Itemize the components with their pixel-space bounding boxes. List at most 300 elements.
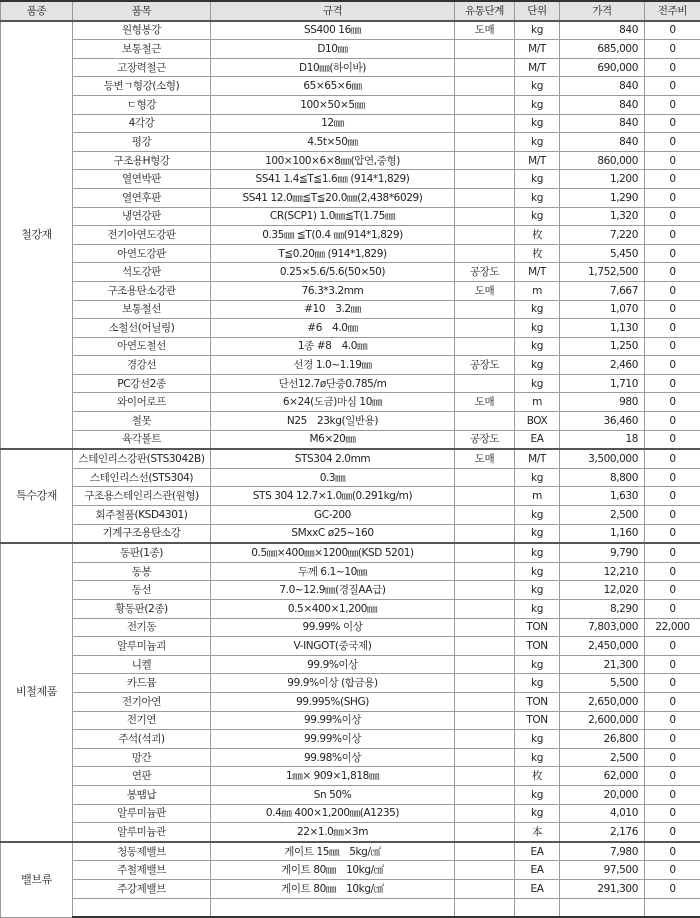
weekly-change-cell: 0 [645,40,700,59]
price-cell: 3,500,000 [560,449,645,468]
item-cell: 육각볼트 [73,430,211,449]
price-cell: 1,630 [560,487,645,506]
spec-cell [211,898,455,917]
spec-cell: 76.3*3.2mm [211,281,455,300]
header-weekly-change: 전주비 [645,1,700,21]
distribution-cell [455,785,515,804]
price-cell: 2,450,000 [560,637,645,656]
distribution-cell [455,300,515,319]
table-row [1,244,700,263]
price-cell: 2,500 [560,748,645,767]
spec-cell: 0.5㎜×400㎜×1200㎜(KSD 5201) [211,543,455,562]
unit-cell: m [515,393,560,412]
table-row [1,600,700,619]
spec-cell: SS400 16㎜ [211,21,455,40]
distribution-cell: 도매 [455,281,515,300]
item-cell: 아연도강판 [73,244,211,263]
weekly-change-cell: 0 [645,337,700,356]
weekly-change-cell: 0 [645,804,700,823]
table-row [1,842,700,861]
weekly-change-cell: 0 [645,823,700,842]
price-cell: 4,010 [560,804,645,823]
table-body [1,21,700,918]
price-cell [560,898,645,917]
price-cell: 7,803,000 [560,618,645,637]
unit-cell: kg [515,170,560,189]
price-cell: 1,130 [560,319,645,338]
spec-cell: 0.3㎜ [211,468,455,487]
table-row [1,226,700,245]
price-cell: 18 [560,430,645,449]
unit-cell: m [515,281,560,300]
unit-cell: kg [515,337,560,356]
spec-cell: 0.25×5.6/5.6(50×50) [211,263,455,282]
unit-cell: 枚 [515,767,560,786]
item-cell: 동봉 [73,562,211,581]
weekly-change-cell: 0 [645,730,700,749]
item-cell: 카드뮴 [73,674,211,693]
item-cell: 회주철품(KSD4301) [73,506,211,525]
spec-cell: D10㎜(하이바) [211,58,455,77]
distribution-cell [455,879,515,898]
distribution-cell [455,655,515,674]
distribution-cell: 도매 [455,393,515,412]
item-cell: 황동판(2종) [73,600,211,619]
spec-cell: 99.98%이상 [211,748,455,767]
unit-cell: kg [515,748,560,767]
unit-cell: 本 [515,823,560,842]
category-cell: 특수강재 [1,449,73,543]
spec-cell: 게이트 15㎜ 5kg/㎠ [211,842,455,861]
table-header [1,1,700,21]
distribution-cell [455,823,515,842]
spec-cell: M6×20㎜ [211,430,455,449]
distribution-cell [455,600,515,619]
table-row [1,449,700,468]
price-cell: 1,290 [560,188,645,207]
unit-cell: kg [515,562,560,581]
weekly-change-cell: 0 [645,300,700,319]
table-row [1,785,700,804]
spec-cell: 99.9%이상 [211,655,455,674]
distribution-cell [455,543,515,562]
unit-cell: kg [515,188,560,207]
distribution-cell [455,674,515,693]
unit-cell: kg [515,581,560,600]
distribution-cell [455,804,515,823]
weekly-change-cell: 0 [645,767,700,786]
weekly-change-cell: 0 [645,692,700,711]
table-row [1,393,700,412]
header-distribution: 유통단계 [455,1,515,21]
item-cell: 전기연 [73,711,211,730]
distribution-cell [455,207,515,226]
unit-cell: kg [515,356,560,375]
distribution-cell [455,244,515,263]
table-row [1,58,700,77]
unit-cell: kg [515,319,560,338]
spec-cell: 65×65×6㎜ [211,77,455,96]
weekly-change-cell: 0 [645,77,700,96]
price-cell: 860,000 [560,151,645,170]
price-cell: 840 [560,77,645,96]
unit-cell: M/T [515,58,560,77]
unit-cell: kg [515,300,560,319]
price-cell: 1,320 [560,207,645,226]
unit-cell [515,898,560,917]
table-row [1,337,700,356]
category-cell: 철강재 [1,21,73,450]
weekly-change-cell: 0 [645,133,700,152]
spec-cell: GC-200 [211,506,455,525]
weekly-change-cell: 0 [645,58,700,77]
price-cell: 1,070 [560,300,645,319]
unit-cell: kg [515,543,560,562]
spec-cell: 100×100×6×8㎜(압연,중형) [211,151,455,170]
table-row [1,21,700,40]
table-row [1,300,700,319]
distribution-cell [455,692,515,711]
item-cell: 니켈 [73,655,211,674]
unit-cell: kg [515,804,560,823]
price-cell: 1,710 [560,374,645,393]
table-row [1,356,700,375]
spec-cell: 게이트 80㎜ 10kg/㎠ [211,861,455,880]
distribution-cell [455,40,515,59]
item-cell [73,898,211,917]
distribution-cell [455,711,515,730]
spec-cell: D10㎜ [211,40,455,59]
table-row [1,40,700,59]
weekly-change-cell: 0 [645,655,700,674]
price-cell: 5,500 [560,674,645,693]
item-cell: 알루미늄괴 [73,637,211,656]
item-cell: 알루미늄판 [73,804,211,823]
item-cell: 냉연강판 [73,207,211,226]
spec-cell: #6 4.0㎜ [211,319,455,338]
unit-cell: TON [515,618,560,637]
weekly-change-cell: 0 [645,226,700,245]
distribution-cell [455,374,515,393]
unit-cell: kg [515,207,560,226]
spec-cell: T≦0.20㎜ (914*1,829) [211,244,455,263]
price-cell: 7,980 [560,842,645,861]
item-cell: 보통철선 [73,300,211,319]
price-cell: 2,176 [560,823,645,842]
unit-cell: kg [515,785,560,804]
price-cell: 12,020 [560,581,645,600]
table-row [1,281,700,300]
unit-cell: m [515,487,560,506]
weekly-change-cell: 0 [645,785,700,804]
unit-cell: M/T [515,263,560,282]
unit-cell: kg [515,524,560,543]
unit-cell: M/T [515,40,560,59]
category-cell: 비철제품 [1,543,73,842]
unit-cell: TON [515,692,560,711]
spec-cell: 6×24(도금)마심 10㎜ [211,393,455,412]
weekly-change-cell: 0 [645,524,700,543]
spec-cell: STS 304 12.7×1.0㎜(0.291kg/m) [211,487,455,506]
spec-cell: 게이트 80㎜ 10kg/㎠ [211,879,455,898]
distribution-cell [455,337,515,356]
unit-cell: EA [515,842,560,861]
weekly-change-cell: 0 [645,170,700,189]
item-cell: 망간 [73,748,211,767]
table-row [1,263,700,282]
spec-cell: 두께 6.1~10㎜ [211,562,455,581]
distribution-cell [455,58,515,77]
distribution-cell [455,562,515,581]
weekly-change-cell: 0 [645,374,700,393]
distribution-cell: 공장도 [455,430,515,449]
item-cell: 구조용스테인리스관(원형) [73,487,211,506]
unit-cell: kg [515,133,560,152]
table-row [1,692,700,711]
weekly-change-cell: 0 [645,319,700,338]
spec-cell: 0.4㎜ 400×1,200㎜(A1235) [211,804,455,823]
item-cell: 스테인리스강판(STS3042B) [73,449,211,468]
item-cell: 청동제밸브 [73,842,211,861]
distribution-cell [455,506,515,525]
distribution-cell [455,842,515,861]
distribution-cell: 공장도 [455,356,515,375]
weekly-change-cell: 0 [645,861,700,880]
table-row [1,581,700,600]
weekly-change-cell: 0 [645,95,700,114]
item-cell: 기계구조용탄소강 [73,524,211,543]
spec-cell: 1㎜× 909×1,818㎜ [211,767,455,786]
table-row [1,562,700,581]
distribution-cell [455,188,515,207]
spec-cell: 99.99% 이상 [211,618,455,637]
spec-cell: 12㎜ [211,114,455,133]
distribution-cell [455,898,515,917]
item-cell: 동선 [73,581,211,600]
table-row [1,524,700,543]
weekly-change-cell: 0 [645,487,700,506]
header-price: 가격 [560,1,645,21]
unit-cell: kg [515,77,560,96]
distribution-cell [455,730,515,749]
weekly-change-cell: 0 [645,711,700,730]
item-cell: 소철선(어닐링) [73,319,211,338]
weekly-change-cell: 0 [645,188,700,207]
weekly-change-cell: 0 [645,207,700,226]
table-row [1,133,700,152]
table-row [1,655,700,674]
price-cell: 36,460 [560,412,645,431]
weekly-change-cell [645,898,700,917]
item-cell: 원형봉강 [73,21,211,40]
spec-cell: #10 3.2㎜ [211,300,455,319]
weekly-change-cell: 0 [645,430,700,449]
price-cell: 9,790 [560,543,645,562]
distribution-cell [455,95,515,114]
weekly-change-cell: 0 [645,879,700,898]
distribution-cell [455,412,515,431]
weekly-change-cell: 0 [645,281,700,300]
price-cell: 1,752,500 [560,263,645,282]
item-cell: 구조용탄소강관 [73,281,211,300]
distribution-cell [455,618,515,637]
weekly-change-cell: 0 [645,393,700,412]
unit-cell: BOX [515,412,560,431]
unit-cell: kg [515,468,560,487]
item-cell: 등변ㄱ형강(소형) [73,77,211,96]
weekly-change-cell: 0 [645,748,700,767]
unit-cell: M/T [515,449,560,468]
distribution-cell [455,487,515,506]
table-row [1,879,700,898]
weekly-change-cell: 0 [645,468,700,487]
unit-cell: EA [515,879,560,898]
unit-cell: kg [515,730,560,749]
unit-cell: kg [515,95,560,114]
item-cell: PC강선2종 [73,374,211,393]
distribution-cell [455,861,515,880]
weekly-change-cell: 0 [645,581,700,600]
weekly-change-cell: 0 [645,543,700,562]
weekly-change-cell: 0 [645,114,700,133]
price-cell: 840 [560,95,645,114]
item-cell: 스테인리스선(STS304) [73,468,211,487]
item-cell: 열연후판 [73,188,211,207]
price-cell: 62,000 [560,767,645,786]
price-cell: 7,667 [560,281,645,300]
table-row [1,468,700,487]
distribution-cell [455,637,515,656]
item-cell: 석도강판 [73,263,211,282]
price-cell: 2,500 [560,506,645,525]
spec-cell: 선경 1.0~1.19㎜ [211,356,455,375]
item-cell: ㄷ형강 [73,95,211,114]
table-row [1,861,700,880]
price-cell: 7,220 [560,226,645,245]
table-row [1,374,700,393]
weekly-change-cell: 0 [645,412,700,431]
item-cell: 고장력철근 [73,58,211,77]
item-cell: 평강 [73,133,211,152]
weekly-change-cell: 0 [645,449,700,468]
table-row [1,823,700,842]
distribution-cell [455,114,515,133]
table-row [1,637,700,656]
distribution-cell [455,468,515,487]
unit-cell: TON [515,711,560,730]
table-row [1,77,700,96]
spec-cell: SS41 12.0㎜≦T≦20.0㎜(2,438*6029) [211,188,455,207]
unit-cell: kg [515,374,560,393]
table-row [1,730,700,749]
distribution-cell [455,319,515,338]
table-row [1,618,700,637]
distribution-cell [455,151,515,170]
item-cell: 4각강 [73,114,211,133]
item-cell: 봉땜납 [73,785,211,804]
table-row [1,506,700,525]
price-cell: 840 [560,21,645,40]
price-cell: 8,290 [560,600,645,619]
price-cell: 1,160 [560,524,645,543]
spec-cell: 99.995%(SHG) [211,692,455,711]
spec-cell: STS304 2.0mm [211,449,455,468]
item-cell: 보통철근 [73,40,211,59]
weekly-change-cell: 0 [645,263,700,282]
weekly-change-cell: 0 [645,562,700,581]
table-row [1,767,700,786]
unit-cell: kg [515,506,560,525]
header-category: 품종 [1,1,73,21]
item-cell: 철못 [73,412,211,431]
weekly-change-cell: 0 [645,151,700,170]
unit-cell: kg [515,655,560,674]
item-cell: 주철제밸브 [73,861,211,880]
item-cell: 동판(1종) [73,543,211,562]
table-row [1,748,700,767]
weekly-change-cell: 0 [645,356,700,375]
price-cell: 5,450 [560,244,645,263]
distribution-cell [455,170,515,189]
table-row [1,114,700,133]
price-cell: 12,210 [560,562,645,581]
table-row [1,804,700,823]
distribution-cell [455,748,515,767]
price-cell: 97,500 [560,861,645,880]
spec-cell: 0.5×400×1,200㎜ [211,600,455,619]
spec-cell: 22×1.0㎜×3m [211,823,455,842]
price-cell: 291,300 [560,879,645,898]
spec-cell: N25 23kg(일반용) [211,412,455,431]
spec-cell: 4.5t×50㎜ [211,133,455,152]
price-cell: 8,800 [560,468,645,487]
unit-cell: kg [515,114,560,133]
spec-cell: V-INGOT(중국제) [211,637,455,656]
distribution-cell: 공장도 [455,263,515,282]
unit-cell: kg [515,600,560,619]
price-cell: 21,300 [560,655,645,674]
spec-cell: Sn 50% [211,785,455,804]
category-cell: 밸브류 [1,842,73,917]
weekly-change-cell: 0 [645,842,700,861]
weekly-change-cell: 0 [645,21,700,40]
distribution-cell: 도매 [455,21,515,40]
weekly-change-cell: 0 [645,244,700,263]
spec-cell: CR(SCP1) 1.0㎜≦T(1.75㎜ [211,207,455,226]
table-row [1,430,700,449]
item-cell: 알루미늄관 [73,823,211,842]
spec-cell: 7.0~12.9㎜(경질AA급) [211,581,455,600]
weekly-change-cell: 0 [645,506,700,525]
distribution-cell [455,767,515,786]
spec-cell: 단선12.7ø단중0.785/m [211,374,455,393]
header-unit: 단위 [515,1,560,21]
spec-cell: SMxxC ø25~160 [211,524,455,543]
unit-cell: TON [515,637,560,656]
spec-cell: 100×50×5㎜ [211,95,455,114]
item-cell: 전기아연 [73,692,211,711]
price-cell: 690,000 [560,58,645,77]
item-cell: 주석(석괴) [73,730,211,749]
table-row [1,188,700,207]
price-cell: 2,650,000 [560,692,645,711]
item-cell: 아연도철선 [73,337,211,356]
header-item: 품목 [73,1,211,21]
unit-cell: EA [515,861,560,880]
spec-cell: 0.35㎜ ≦T(0.4 ㎜(914*1,829) [211,226,455,245]
item-cell: 전기아연도강판 [73,226,211,245]
spec-cell: 99.99%이상 [211,730,455,749]
